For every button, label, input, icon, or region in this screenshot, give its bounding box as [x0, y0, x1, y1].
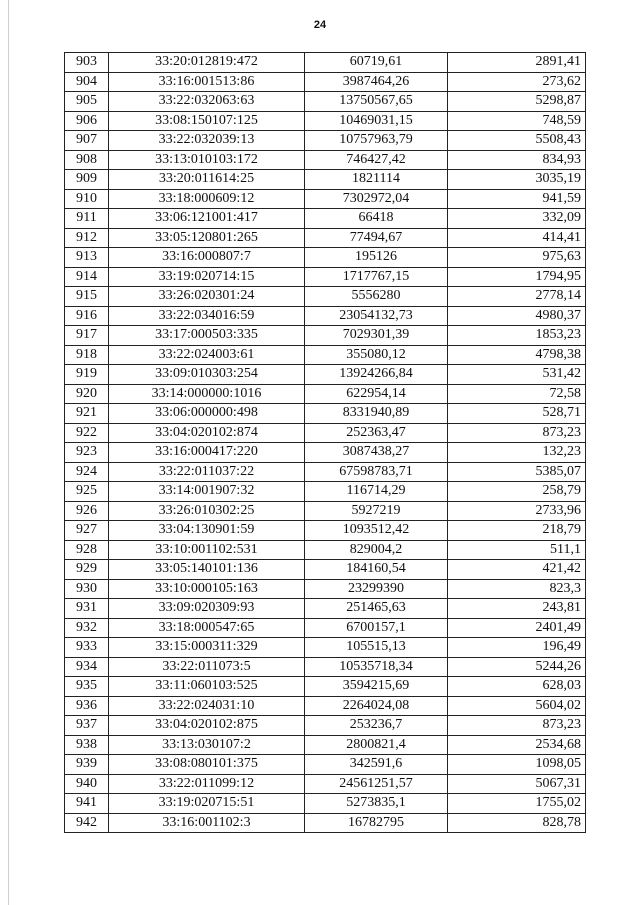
page-number: 24 [313, 19, 327, 31]
amount-cell: 1794,95 [448, 267, 586, 287]
amount-cell: 5067,31 [448, 774, 586, 794]
amount-cell: 1755,02 [448, 794, 586, 814]
table-row [65, 287, 586, 307]
row-number-cell: 942 [65, 813, 109, 833]
cadastral-value-cell: 77494,67 [305, 228, 448, 248]
amount-cell: 332,09 [448, 209, 586, 229]
row-number-cell: 941 [65, 794, 109, 814]
cadastral-value-cell: 10757963,79 [305, 131, 448, 151]
amount-cell: 414,41 [448, 228, 586, 248]
row-number-cell: 929 [65, 560, 109, 580]
amount-cell: 421,42 [448, 560, 586, 580]
cadastral-number-cell: 33:09:020309:93 [109, 599, 305, 619]
cadastral-value-cell: 3087438,27 [305, 443, 448, 463]
cadastral-value-cell: 195126 [305, 248, 448, 268]
cadastral-number-cell: 33:22:011099:12 [109, 774, 305, 794]
cadastral-value-cell: 1093512,42 [305, 521, 448, 541]
cadastral-value-cell: 829004,2 [305, 540, 448, 560]
table-row [65, 599, 586, 619]
cadastral-value-cell: 342591,6 [305, 755, 448, 775]
row-number-cell: 924 [65, 462, 109, 482]
table-row [65, 404, 586, 424]
amount-cell: 975,63 [448, 248, 586, 268]
amount-cell: 132,23 [448, 443, 586, 463]
table-row [65, 813, 586, 833]
row-number-cell: 933 [65, 638, 109, 658]
row-number-cell: 908 [65, 150, 109, 170]
amount-cell: 2733,96 [448, 501, 586, 521]
cadastral-value-cell: 66418 [305, 209, 448, 229]
cadastral-number-cell: 33:16:001513:86 [109, 72, 305, 92]
cadastral-value-cell: 3594215,69 [305, 677, 448, 697]
cadastral-number-cell: 33:19:020714:15 [109, 267, 305, 287]
table-row [65, 735, 586, 755]
amount-cell: 531,42 [448, 365, 586, 385]
row-number-cell: 919 [65, 365, 109, 385]
amount-cell: 828,78 [448, 813, 586, 833]
table-row [65, 92, 586, 112]
cadastral-value-cell: 8331940,89 [305, 404, 448, 424]
table-row [65, 755, 586, 775]
table-row [65, 189, 586, 209]
row-number-cell: 921 [65, 404, 109, 424]
cadastral-value-cell: 253236,7 [305, 716, 448, 736]
amount-cell: 873,23 [448, 716, 586, 736]
row-number-cell: 935 [65, 677, 109, 697]
row-number-cell: 903 [65, 53, 109, 73]
cadastral-number-cell: 33:11:060103:525 [109, 677, 305, 697]
cadastral-number-cell: 33:04:020102:874 [109, 423, 305, 443]
table-row [65, 150, 586, 170]
cadastral-value-cell: 6700157,1 [305, 618, 448, 638]
row-number-cell: 928 [65, 540, 109, 560]
cadastral-value-cell: 2264024,08 [305, 696, 448, 716]
table-row [65, 657, 586, 677]
table-row [65, 462, 586, 482]
cadastral-value-cell: 7029301,39 [305, 326, 448, 346]
cadastral-number-cell: 33:15:000311:329 [109, 638, 305, 658]
amount-cell: 528,71 [448, 404, 586, 424]
row-number-cell: 910 [65, 189, 109, 209]
cadastral-number-cell: 33:16:000807:7 [109, 248, 305, 268]
cadastral-number-cell: 33:14:000000:1016 [109, 384, 305, 404]
table-row [65, 579, 586, 599]
cadastral-value-cell: 13924266,84 [305, 365, 448, 385]
cadastral-number-cell: 33:06:121001:417 [109, 209, 305, 229]
cadastral-number-cell: 33:05:120801:265 [109, 228, 305, 248]
row-number-cell: 932 [65, 618, 109, 638]
cadastral-value-cell: 67598783,71 [305, 462, 448, 482]
amount-cell: 4798,38 [448, 345, 586, 365]
amount-cell: 2891,41 [448, 53, 586, 73]
cadastral-value-cell: 5273835,1 [305, 794, 448, 814]
cadastral-number-cell: 33:13:010103:172 [109, 150, 305, 170]
cadastral-number-cell: 33:10:000105:163 [109, 579, 305, 599]
row-number-cell: 940 [65, 774, 109, 794]
amount-cell: 628,03 [448, 677, 586, 697]
amount-cell: 748,59 [448, 111, 586, 131]
row-number-cell: 937 [65, 716, 109, 736]
table-row [65, 306, 586, 326]
amount-cell: 834,93 [448, 150, 586, 170]
cadastral-value-cell: 16782795 [305, 813, 448, 833]
row-number-cell: 918 [65, 345, 109, 365]
cadastral-number-cell: 33:16:000417:220 [109, 443, 305, 463]
row-number-cell: 915 [65, 287, 109, 307]
cadastral-value-cell: 622954,14 [305, 384, 448, 404]
cadastral-value-cell: 105515,13 [305, 638, 448, 658]
row-number-cell: 907 [65, 131, 109, 151]
row-number-cell: 923 [65, 443, 109, 463]
row-number-cell: 906 [65, 111, 109, 131]
cadastral-value-cell: 252363,47 [305, 423, 448, 443]
table-row [65, 326, 586, 346]
cadastral-number-cell: 33:06:000000:498 [109, 404, 305, 424]
row-number-cell: 917 [65, 326, 109, 346]
table-row [65, 482, 586, 502]
cadastral-number-cell: 33:16:001102:3 [109, 813, 305, 833]
amount-cell: 4980,37 [448, 306, 586, 326]
cadastral-value-table [64, 52, 586, 833]
table-row [65, 131, 586, 151]
cadastral-number-cell: 33:05:140101:136 [109, 560, 305, 580]
cadastral-value-cell: 24561251,57 [305, 774, 448, 794]
table-row [65, 423, 586, 443]
table-row [65, 345, 586, 365]
cadastral-number-cell: 33:08:150107:125 [109, 111, 305, 131]
amount-cell: 5604,02 [448, 696, 586, 716]
cadastral-number-cell: 33:22:011073:5 [109, 657, 305, 677]
table-row [65, 540, 586, 560]
cadastral-number-cell: 33:17:000503:335 [109, 326, 305, 346]
table-row [65, 384, 586, 404]
cadastral-value-cell: 184160,54 [305, 560, 448, 580]
cadastral-value-cell: 746427,42 [305, 150, 448, 170]
cadastral-value-cell: 10535718,34 [305, 657, 448, 677]
cadastral-value-cell: 5556280 [305, 287, 448, 307]
cadastral-value-cell: 23054132,73 [305, 306, 448, 326]
amount-cell: 2401,49 [448, 618, 586, 638]
cadastral-value-cell: 1717767,15 [305, 267, 448, 287]
amount-cell: 273,62 [448, 72, 586, 92]
cadastral-number-cell: 33:22:011037:22 [109, 462, 305, 482]
row-number-cell: 926 [65, 501, 109, 521]
cadastral-number-cell: 33:26:020301:24 [109, 287, 305, 307]
table-row [65, 521, 586, 541]
cadastral-number-cell: 33:22:024031:10 [109, 696, 305, 716]
cadastral-number-cell: 33:20:011614:25 [109, 170, 305, 190]
table-row [65, 560, 586, 580]
table-row [65, 774, 586, 794]
cadastral-number-cell: 33:22:032063:63 [109, 92, 305, 112]
row-number-cell: 911 [65, 209, 109, 229]
amount-cell: 243,81 [448, 599, 586, 619]
row-number-cell: 930 [65, 579, 109, 599]
table-row [65, 365, 586, 385]
cadastral-number-cell: 33:04:130901:59 [109, 521, 305, 541]
row-number-cell: 916 [65, 306, 109, 326]
cadastral-value-cell: 10469031,15 [305, 111, 448, 131]
cadastral-number-cell: 33:22:032039:13 [109, 131, 305, 151]
table-row [65, 618, 586, 638]
table-row [65, 53, 586, 73]
amount-cell: 5244,26 [448, 657, 586, 677]
cadastral-number-cell: 33:13:030107:2 [109, 735, 305, 755]
row-number-cell: 922 [65, 423, 109, 443]
table-row [65, 248, 586, 268]
row-number-cell: 904 [65, 72, 109, 92]
cadastral-number-cell: 33:08:080101:375 [109, 755, 305, 775]
row-number-cell: 914 [65, 267, 109, 287]
cadastral-number-cell: 33:09:010303:254 [109, 365, 305, 385]
amount-cell: 258,79 [448, 482, 586, 502]
table-row [65, 209, 586, 229]
row-number-cell: 927 [65, 521, 109, 541]
amount-cell: 5298,87 [448, 92, 586, 112]
table-row [65, 501, 586, 521]
amount-cell: 823,3 [448, 579, 586, 599]
cadastral-number-cell: 33:18:000547:65 [109, 618, 305, 638]
table-row [65, 228, 586, 248]
amount-cell: 1853,23 [448, 326, 586, 346]
amount-cell: 873,23 [448, 423, 586, 443]
amount-cell: 72,58 [448, 384, 586, 404]
cadastral-number-cell: 33:14:001907:32 [109, 482, 305, 502]
amount-cell: 2534,68 [448, 735, 586, 755]
table-row [65, 267, 586, 287]
amount-cell: 941,59 [448, 189, 586, 209]
cadastral-value-cell: 251465,63 [305, 599, 448, 619]
cadastral-value-cell: 13750567,65 [305, 92, 448, 112]
row-number-cell: 938 [65, 735, 109, 755]
cadastral-value-cell: 355080,12 [305, 345, 448, 365]
cadastral-number-cell: 33:18:000609:12 [109, 189, 305, 209]
cadastral-number-cell: 33:22:034016:59 [109, 306, 305, 326]
table-row [65, 443, 586, 463]
scan-margin-line [8, 0, 9, 905]
row-number-cell: 909 [65, 170, 109, 190]
amount-cell: 196,49 [448, 638, 586, 658]
amount-cell: 3035,19 [448, 170, 586, 190]
cadastral-number-cell: 33:10:001102:531 [109, 540, 305, 560]
row-number-cell: 920 [65, 384, 109, 404]
amount-cell: 2778,14 [448, 287, 586, 307]
table-row [65, 72, 586, 92]
row-number-cell: 925 [65, 482, 109, 502]
table-row [65, 794, 586, 814]
cadastral-value-cell: 5927219 [305, 501, 448, 521]
cadastral-number-cell: 33:26:010302:25 [109, 501, 305, 521]
cadastral-value-cell: 2800821,4 [305, 735, 448, 755]
cadastral-value-cell: 1821114 [305, 170, 448, 190]
row-number-cell: 905 [65, 92, 109, 112]
cadastral-number-cell: 33:20:012819:472 [109, 53, 305, 73]
amount-cell: 218,79 [448, 521, 586, 541]
cadastral-value-cell: 23299390 [305, 579, 448, 599]
amount-cell: 511,1 [448, 540, 586, 560]
amount-cell: 5385,07 [448, 462, 586, 482]
cadastral-number-cell: 33:19:020715:51 [109, 794, 305, 814]
cadastral-number-cell: 33:22:024003:61 [109, 345, 305, 365]
cadastral-number-cell: 33:04:020102:875 [109, 716, 305, 736]
row-number-cell: 931 [65, 599, 109, 619]
row-number-cell: 913 [65, 248, 109, 268]
cadastral-value-cell: 116714,29 [305, 482, 448, 502]
table-row [65, 696, 586, 716]
table-body [65, 53, 586, 833]
row-number-cell: 936 [65, 696, 109, 716]
table-row [65, 638, 586, 658]
row-number-cell: 912 [65, 228, 109, 248]
amount-cell: 1098,05 [448, 755, 586, 775]
row-number-cell: 934 [65, 657, 109, 677]
table-row [65, 170, 586, 190]
table-row [65, 111, 586, 131]
table-row [65, 677, 586, 697]
cadastral-value-cell: 3987464,26 [305, 72, 448, 92]
amount-cell: 5508,43 [448, 131, 586, 151]
cadastral-value-cell: 60719,61 [305, 53, 448, 73]
cadastral-value-cell: 7302972,04 [305, 189, 448, 209]
table-row [65, 716, 586, 736]
row-number-cell: 939 [65, 755, 109, 775]
